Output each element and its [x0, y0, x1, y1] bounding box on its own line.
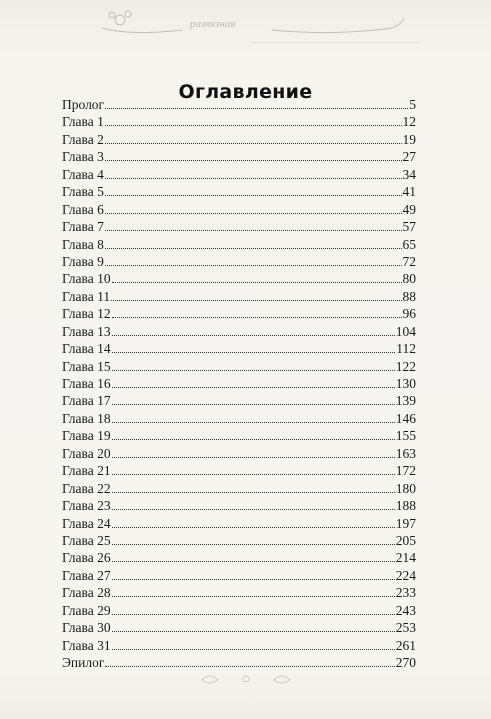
toc-entry-page: 41 — [402, 184, 416, 200]
toc-entry[interactable] — [62, 236, 416, 253]
dot-leader — [112, 613, 395, 615]
toc-entry[interactable] — [62, 567, 416, 584]
toc-entry[interactable] — [62, 323, 416, 340]
toc-entry[interactable] — [62, 253, 416, 270]
toc-entry[interactable] — [62, 637, 416, 654]
dot-leader — [112, 403, 395, 405]
toc-entry-page: 224 — [395, 567, 416, 583]
dot-leader — [112, 438, 395, 440]
toc-entry[interactable] — [62, 131, 416, 148]
footer-ornament-icon — [196, 668, 296, 688]
dot-leader — [112, 369, 395, 371]
dot-leader — [105, 177, 402, 179]
toc-entry-page: 122 — [395, 358, 416, 374]
dot-leader — [112, 386, 395, 388]
toc-entry-label: Глава 12 — [62, 306, 111, 322]
toc-entry[interactable] — [62, 532, 416, 549]
toc-entry-label: Глава 7 — [62, 219, 104, 235]
toc-entry[interactable] — [62, 584, 416, 601]
toc-entry-page: 197 — [395, 515, 416, 531]
toc-entry-label: Глава 4 — [62, 166, 104, 182]
toc-entry[interactable] — [62, 515, 416, 532]
dot-leader — [105, 194, 402, 196]
dot-leader — [105, 264, 402, 266]
toc-entry[interactable] — [62, 201, 416, 218]
floral-ornament-icon — [92, 6, 412, 40]
toc-entry[interactable] — [62, 358, 416, 375]
toc-entry-label: Глава 17 — [62, 393, 111, 409]
toc-entry-page: 57 — [402, 219, 416, 235]
dot-leader — [112, 578, 395, 580]
dot-leader — [112, 316, 402, 318]
dot-leader — [112, 543, 395, 545]
toc-entry-label: Глава 23 — [62, 498, 111, 514]
toc-entry-page: 72 — [402, 253, 416, 269]
toc-entry-page: 96 — [402, 306, 416, 322]
toc-entry-page: 112 — [396, 341, 416, 357]
toc-entry-label: Глава 13 — [62, 323, 111, 339]
toc-entry-label: Глава 15 — [62, 358, 111, 374]
toc-entry-label: Глава 18 — [62, 410, 111, 426]
toc-entry-page: 5 — [409, 97, 416, 112]
toc-entry-label: Глава 8 — [62, 236, 104, 252]
toc-entry-page: 163 — [395, 445, 416, 461]
toc-entry-page: 214 — [395, 550, 416, 566]
toc-entry-page: 34 — [402, 166, 416, 182]
toc-entry-page: 205 — [395, 532, 416, 548]
toc-entry[interactable] — [62, 183, 416, 200]
dot-leader — [105, 159, 402, 161]
toc-entry[interactable] — [62, 480, 416, 497]
toc-entry[interactable] — [62, 549, 416, 566]
toc-entry[interactable] — [62, 427, 416, 444]
toc-entry-label: Эпилог — [62, 655, 105, 670]
bleed-through-decoration — [250, 42, 420, 44]
toc-entry[interactable] — [62, 602, 416, 619]
dot-leader — [112, 351, 396, 353]
toc-entry[interactable] — [62, 305, 416, 322]
running-title: развязная — [190, 18, 236, 30]
toc-entry-label: Глава 28 — [62, 585, 111, 601]
toc-entry-label: Глава 10 — [62, 271, 111, 287]
toc-entry-page: 188 — [395, 498, 416, 514]
toc-entry-page: 88 — [402, 288, 416, 304]
toc-entry-label: Глава 30 — [62, 620, 111, 636]
dot-leader — [112, 560, 395, 562]
toc-entry-page: 49 — [402, 201, 416, 217]
toc-entry-label: Глава 3 — [62, 149, 104, 165]
toc-entry-label: Глава 5 — [62, 184, 104, 200]
dot-leader — [105, 665, 394, 667]
toc-entry-page: 65 — [402, 236, 416, 252]
toc-entry-page: 146 — [395, 410, 416, 426]
toc-entry-page: 155 — [395, 428, 416, 444]
toc-entry-page: 139 — [395, 393, 416, 409]
dot-leader — [111, 299, 401, 301]
toc-entry[interactable] — [62, 445, 416, 462]
toc-entry[interactable] — [62, 270, 416, 287]
toc-entry-label: Глава 11 — [62, 288, 111, 304]
toc-entry[interactable] — [62, 410, 416, 427]
dot-leader — [105, 142, 402, 144]
toc-entry[interactable] — [62, 166, 416, 183]
toc-entry[interactable] — [62, 375, 416, 392]
dot-leader — [112, 508, 395, 510]
toc-entry[interactable] — [62, 392, 416, 409]
dot-leader — [112, 491, 395, 493]
toc-entry-page: 130 — [395, 376, 416, 391]
toc-entry[interactable] — [62, 113, 416, 130]
toc-entry-label: Пролог — [62, 97, 105, 112]
dot-leader — [112, 456, 395, 458]
toc-entry-page: 172 — [395, 463, 416, 479]
dot-leader — [112, 334, 395, 336]
toc-entry-label: Глава 24 — [62, 515, 111, 531]
toc-entry-label: Глава 9 — [62, 253, 104, 269]
dot-leader — [112, 630, 395, 632]
toc-entry-page: 253 — [395, 620, 416, 636]
toc-entry-label: Глава 2 — [62, 131, 104, 147]
toc-entry-page: 104 — [395, 323, 416, 339]
toc-entry-label: Глава 14 — [62, 341, 111, 357]
toc-entry-page: 12 — [402, 114, 416, 130]
toc-entry-page: 19 — [402, 131, 416, 147]
toc-entry[interactable] — [62, 497, 416, 514]
dot-leader — [105, 124, 402, 126]
toc-entry-page: 80 — [402, 271, 416, 287]
toc-entry-label: Глава 6 — [62, 201, 104, 217]
toc-entry-label: Глава 21 — [62, 463, 111, 479]
toc-entry[interactable] — [62, 218, 416, 235]
toc-entry-page: 233 — [395, 585, 416, 601]
toc-entry-label: Глава 22 — [62, 480, 111, 496]
dot-leader — [112, 421, 395, 423]
toc-entry-page: 270 — [395, 655, 416, 670]
dot-leader — [112, 648, 395, 650]
dot-leader — [112, 526, 395, 528]
toc-entry[interactable] — [62, 288, 416, 305]
toc-entry-label: Глава 29 — [62, 602, 111, 618]
dot-leader — [112, 281, 402, 283]
toc-entry-label: Глава 16 — [62, 376, 111, 391]
toc-entry[interactable] — [62, 96, 416, 113]
dot-leader — [105, 229, 402, 231]
toc-entry-page: 243 — [395, 602, 416, 618]
toc-entry-label: Глава 1 — [62, 114, 104, 130]
header-ornament — [92, 6, 412, 40]
toc-entry[interactable] — [62, 462, 416, 479]
dot-leader — [105, 107, 408, 109]
dot-leader — [105, 212, 402, 214]
page-title: Оглавление — [178, 80, 313, 103]
toc-entry-label: Глава 26 — [62, 550, 111, 566]
dot-leader — [112, 473, 395, 475]
toc-entry-label: Глава 27 — [62, 567, 111, 583]
toc-entry-page: 180 — [395, 480, 416, 496]
dot-leader — [105, 247, 402, 249]
toc-entry[interactable] — [62, 340, 416, 357]
toc-entry-page: 27 — [402, 149, 416, 165]
toc-entry[interactable] — [62, 619, 416, 636]
toc-entry-label: Глава 19 — [62, 428, 111, 444]
toc-entry-label: Глава 20 — [62, 445, 111, 461]
toc-entry-page: 261 — [395, 637, 416, 653]
toc-entry-label: Глава 25 — [62, 532, 111, 548]
toc-list — [62, 96, 416, 671]
toc-entry[interactable] — [62, 148, 416, 165]
toc-entry-label: Глава 31 — [62, 637, 111, 653]
dot-leader — [112, 595, 395, 597]
